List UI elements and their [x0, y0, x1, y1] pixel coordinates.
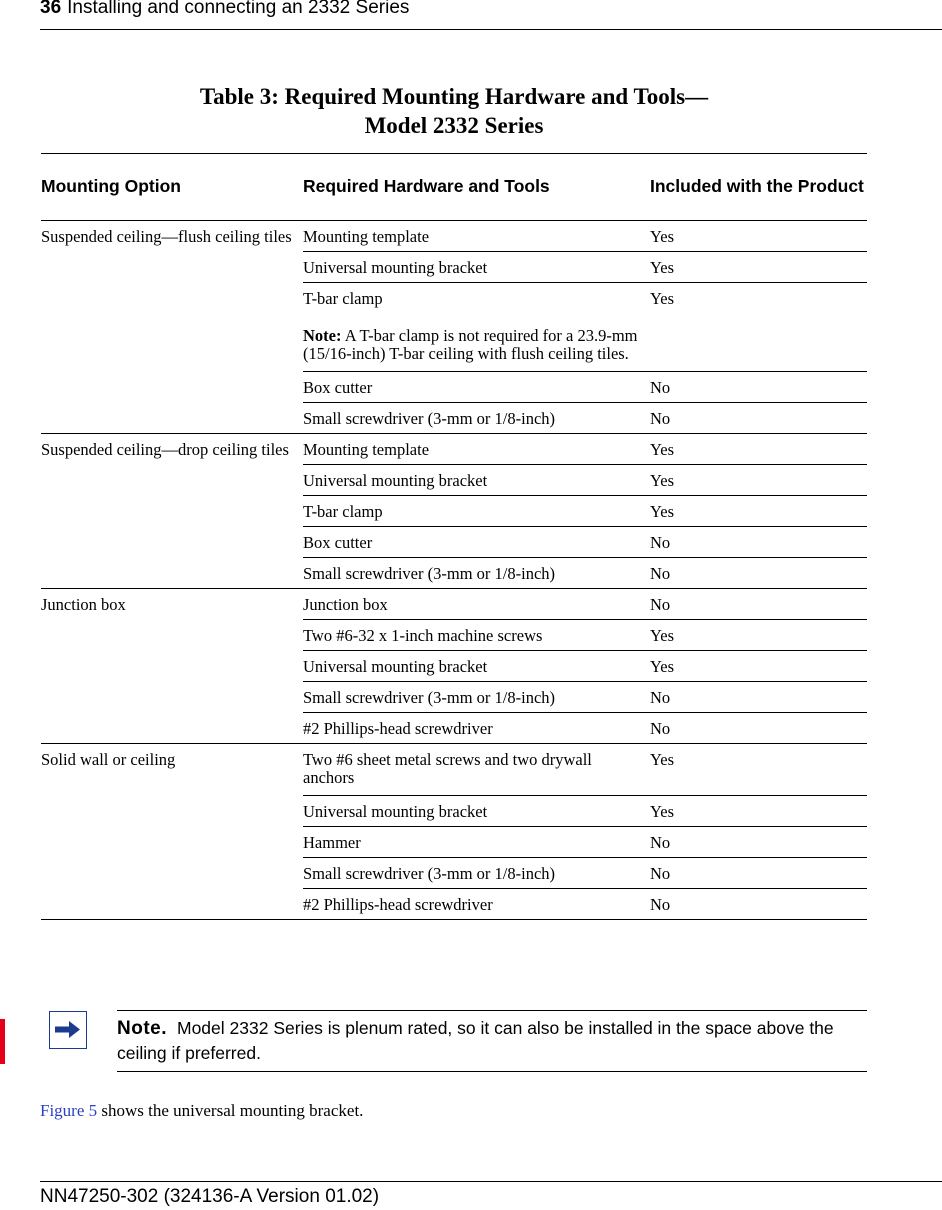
hardware-cell: [303, 403, 650, 434]
hardware-cell: [303, 527, 650, 558]
hardware-note-label: Note:: [303, 326, 342, 345]
mounting-option-cell: Solid wall or ceiling: [41, 744, 303, 920]
figure-link[interactable]: Figure 5: [40, 1101, 98, 1120]
footer-divider: [40, 1181, 942, 1182]
hardware-name: Box cutter: [303, 533, 373, 552]
hardware-name: Junction box: [303, 595, 388, 614]
hardware-cell: [303, 827, 650, 858]
included-cell: No: [650, 527, 867, 558]
hardware-name: Mounting template: [303, 227, 430, 246]
hardware-note-text: A T-bar clamp is not required for a 23.9-mm (15/16-inch) T-bar ceiling with flush ceiling tiles.: [303, 326, 638, 363]
change-bar: [0, 1019, 5, 1064]
included-cell: No: [650, 403, 867, 434]
column-header-required-hardware: Required Hardware and Tools: [303, 154, 650, 221]
hardware-name: Universal mounting bracket: [303, 657, 488, 676]
hardware-table: [41, 153, 867, 920]
note-icon-box: [49, 1011, 87, 1049]
hardware-name: Mounting template: [303, 440, 430, 459]
hardware-cell: [303, 889, 650, 920]
hardware-cell: [303, 651, 650, 682]
included-cell: No: [650, 827, 867, 858]
column-header-mounting-option: Mounting Option: [41, 154, 303, 221]
hardware-cell: [303, 744, 650, 796]
hardware-name: Hammer: [303, 833, 361, 852]
hardware-cell: [303, 496, 650, 527]
hardware-cell: [303, 372, 650, 403]
hardware-cell: [303, 713, 650, 744]
included-cell: No: [650, 558, 867, 589]
hardware-cell: [303, 465, 650, 496]
page-number: 36: [40, 0, 62, 18]
table-body: [41, 221, 867, 920]
mounting-option-cell: Suspended ceiling—flush ceiling tiles: [41, 221, 303, 434]
table-title-line1: Table 3: Required Mounting Hardware and Tools—: [199, 84, 709, 109]
hardware-name: Small screwdriver (3-mm or 1/8-inch): [303, 409, 556, 428]
hardware-name: Small screwdriver (3-mm or 1/8-inch): [303, 864, 556, 883]
note-box: [117, 1010, 867, 1072]
hardware-cell: [303, 252, 650, 283]
page-header: [40, 0, 409, 19]
hardware-cell: [303, 434, 650, 465]
hardware-cell: [303, 620, 650, 651]
hardware-name: Universal mounting bracket: [303, 258, 488, 277]
body-paragraph: [40, 1101, 363, 1121]
mounting-option-cell: Junction box: [41, 589, 303, 744]
note-text-block: [117, 1016, 867, 1065]
table-row: [41, 434, 867, 465]
note-label: Note.: [117, 1018, 167, 1039]
section-title: Installing and connecting an 2332 Series: [67, 0, 410, 18]
included-cell: No: [650, 589, 867, 620]
included-cell: Yes: [650, 744, 867, 796]
hardware-name: Box cutter: [303, 378, 373, 397]
table-row: [41, 744, 867, 796]
paragraph-text: shows the universal mounting bracket.: [97, 1101, 364, 1120]
column-header-included: Included with the Product: [650, 154, 867, 221]
hardware-name: #2 Phillips-head screwdriver: [303, 895, 493, 914]
hardware-name: Small screwdriver (3-mm or 1/8-inch): [303, 688, 556, 707]
hardware-cell: [303, 858, 650, 889]
arrow-right-icon: [54, 1020, 81, 1039]
included-cell: No: [650, 372, 867, 403]
hardware-name: #2 Phillips-head screwdriver: [303, 719, 493, 738]
hardware-name: Small screwdriver (3-mm or 1/8-inch): [303, 564, 556, 583]
hardware-cell: [303, 221, 650, 252]
included-cell: No: [650, 713, 867, 744]
note-text: Model 2332 Series is plenum rated, so it can also be installed in the space above the ceiling if preferred.: [117, 1018, 834, 1063]
hardware-cell: [303, 283, 650, 372]
included-cell: Yes: [650, 796, 867, 827]
hardware-name: T-bar clamp: [303, 502, 383, 521]
hardware-cell: [303, 589, 650, 620]
hardware-cell: [303, 682, 650, 713]
hardware-name: Two #6 sheet metal screws and two drywall anchors: [303, 750, 592, 787]
included-cell: No: [650, 858, 867, 889]
hardware-cell: [303, 558, 650, 589]
hardware-note: [303, 327, 638, 363]
included-cell: Yes: [650, 620, 867, 651]
table-title: [40, 82, 868, 140]
included-cell: Yes: [650, 465, 867, 496]
table-row: [41, 221, 867, 252]
hardware-name: T-bar clamp: [303, 289, 383, 308]
hardware-name: Universal mounting bracket: [303, 802, 488, 821]
hardware-name: Two #6-32 x 1-inch machine screws: [303, 626, 543, 645]
included-cell: Yes: [650, 496, 867, 527]
included-cell: Yes: [650, 221, 867, 252]
hardware-cell: [303, 796, 650, 827]
included-cell: No: [650, 889, 867, 920]
included-cell: Yes: [650, 252, 867, 283]
table-title-line2: Model 2332 Series: [364, 113, 544, 138]
hardware-name: Universal mounting bracket: [303, 471, 488, 490]
table-header-row: [41, 154, 867, 221]
footer-doc-id: NN47250-302 (324136-A Version 01.02): [40, 1186, 380, 1207]
included-cell: No: [650, 682, 867, 713]
mounting-option-cell: Suspended ceiling—drop ceiling tiles: [41, 434, 303, 589]
included-cell: Yes: [650, 434, 867, 465]
included-cell: Yes: [650, 283, 867, 372]
included-cell: Yes: [650, 651, 867, 682]
table-row: [41, 589, 867, 620]
header-divider: [40, 29, 942, 30]
